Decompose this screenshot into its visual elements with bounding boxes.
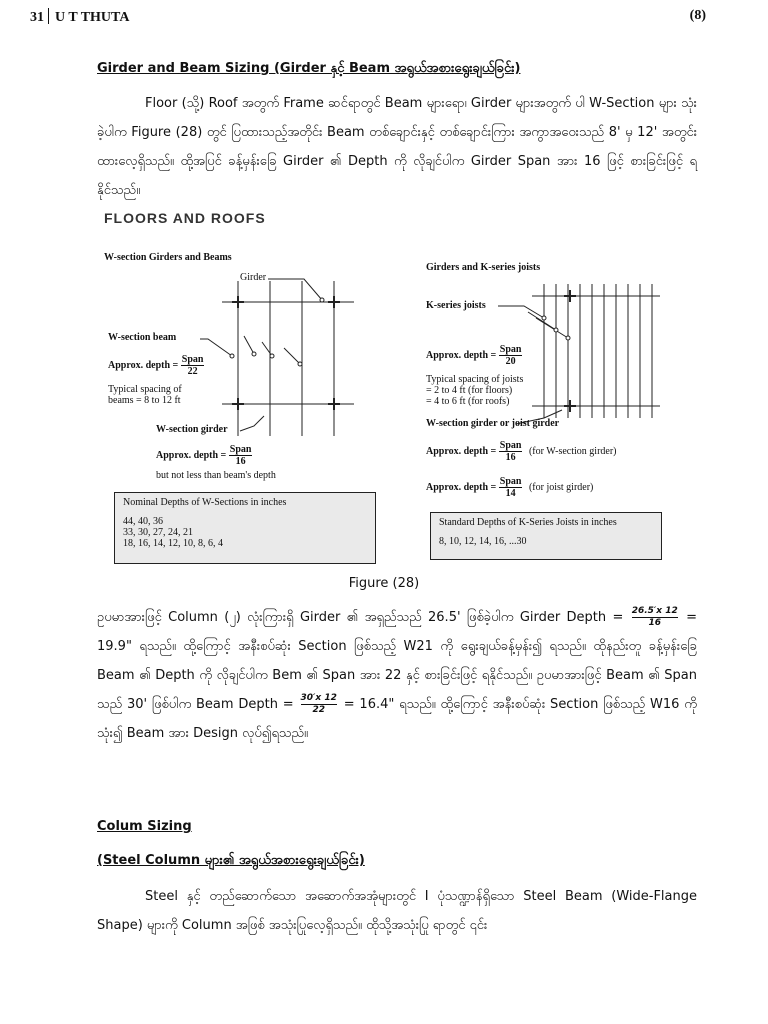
left-subtitle: W-section Girders and Beams	[104, 252, 232, 263]
girder-span-word: Span	[229, 444, 252, 455]
joist-approx-label: Approx. depth =	[426, 349, 497, 361]
beam-spacing-line2: beams = 8 to 12 ft	[108, 395, 181, 406]
jgirder-depth-formula	[426, 476, 593, 499]
beam-spacing-note	[108, 384, 182, 406]
beam-divisor: 22	[187, 366, 198, 377]
wgirder-span-word: Span	[499, 440, 522, 451]
section-number: (8)	[689, 8, 706, 23]
wgirder-approx-label: Approx. depth =	[426, 445, 497, 457]
w-section-beam-label: W-section beam	[108, 332, 177, 343]
girder-label: Girder	[240, 272, 267, 283]
beam-calc-num: 30′x 12	[300, 693, 337, 703]
joist-depth-fraction	[499, 344, 523, 367]
jgirder-note: (for joist girder)	[528, 481, 594, 493]
w-sections-box-title: Nominal Depths of W-Sections in inches	[123, 497, 287, 508]
figure-floors-and-roofs	[104, 206, 664, 576]
w-section-girder-label: W-section girder	[156, 424, 228, 435]
column-intro-text: Steel နှင့် တည်ဆောက်သော အဆောက်အအုံများတွင် I ပုံသဏ္ဍာန်ရှိသော Steel Beam (Wide-Flange Shape) များကို Column အဖြစ် အသုံးပြုလေ့ရှိသည်။ ထိုသို့အသုံးပြု ရာတွင် ၎င်း	[97, 889, 697, 933]
girder-depth-fraction	[229, 444, 253, 467]
figure-title: FLOORS AND ROOFS	[104, 210, 266, 226]
column-sizing-heading: Colum Sizing	[97, 819, 192, 834]
right-subtitle: Girders and K-series joists	[426, 262, 541, 273]
example-text-2: = 19.9" ရသည်။ ထို့ကြောင့် အနီးစပ်ဆုံး Section ဖြစ်သည့် W21 ကို ရွေးချယ်ခန့်မှန်း၍ ရသည်။ ထိုနည်းတူ ခန့်မှန်းခြေ Beam ၏ Depth ကို လိုချင်ပါက Bem ၏ Span အား 22 နှင့် စားခြင်းဖြင့် ရနိုင်သည်။ ဥပမာအားဖြင့် Beam ၏ Span သည် 30' ဖြစ်ပါက Beam Depth =	[97, 610, 698, 712]
jgirder-depth-fraction	[499, 476, 523, 499]
beam-depth-calc-fraction	[301, 693, 337, 716]
header-divider	[48, 8, 49, 24]
joist-spacing-note	[426, 374, 523, 407]
girder-depth-formula	[156, 444, 252, 467]
author-name: U T THUTA	[55, 10, 130, 25]
example-text-3: = 16.4" ရသည်။ ထို့ကြောင့် အနီးစပ်ဆုံး Section ဖြစ်သည့် W16 ကိုသုံး၍ Beam အား Design လုပ်၍ရသည်။	[97, 697, 697, 741]
beam-approx-label: Approx. depth =	[108, 359, 179, 371]
girder-depth-note: but not less than beam's depth	[156, 470, 276, 481]
joist-depth-formula	[426, 344, 522, 367]
joist-spacing-line2: = 2 to 4 ft (for floors)	[426, 385, 513, 396]
w-sections-box-values	[123, 516, 367, 549]
beam-calc-den: 22	[312, 705, 325, 715]
joist-spacing-line3: = 4 to 6 ft (for roofs)	[426, 396, 510, 407]
w-sections-depth-box	[114, 492, 376, 564]
figure-caption: Figure (28)	[348, 576, 420, 591]
k-series-box-title: Standard Depths of K-Series Joists in inches	[439, 517, 617, 528]
girder-intro-text: Floor (သို့) Roof အတွက် Frame ဆင်ရာတွင် Beam များရော၊ Girder များအတွက် ပါ W-Section များ သုံးခဲ့ပါက Figure (28) တွင် ပြထားသည့်အတိုင်း Beam တစ်ချောင်းနှင့် တစ်ချောင်းကြား အကွာအဝေးသည် 8' မှ 12' အတွင်း ထားလေ့ရှိသည်။ ထို့အပြင် ခန့်မှန်းခြေ Girder ၏ Depth ကို လိုချင်ပါက Girder Span အား 16 ဖြင့် စားခြင်းဖြင့် ရနိုင်သည်။	[97, 96, 697, 198]
joist-girder-label: W-section girder or joist girder	[426, 418, 560, 429]
beam-span-word: Span	[181, 354, 204, 365]
w-sections-line2: 33, 30, 27, 24, 21	[123, 527, 193, 538]
girder-approx-label: Approx. depth =	[156, 449, 227, 461]
example-text-1: ဥပမာအားဖြင့် Column (၂) လုံးကြားရှိ Girder ၏ အရှည်သည် 26.5' ဖြစ်ခဲ့ပါက Girder Depth =	[97, 610, 624, 625]
jgirder-approx-label: Approx. depth =	[426, 481, 497, 493]
beam-spacing-line1: Typical spacing of	[108, 384, 182, 395]
joist-spacing-line1: Typical spacing of joists	[426, 374, 524, 385]
w-sections-line3: 18, 16, 14, 12, 10, 8, 6, 4	[123, 538, 223, 549]
girder-divisor: 16	[235, 456, 246, 467]
page-number: 31	[30, 10, 44, 25]
k-series-box-values: 8, 10, 12, 14, 16, ...30	[439, 536, 527, 547]
joist-span-word: Span	[499, 344, 522, 355]
girder-calc-num: 26.5′x 12	[631, 606, 678, 616]
wgirder-depth-fraction	[499, 440, 523, 463]
jgirder-span-word: Span	[499, 476, 522, 487]
girder-beam-heading: Girder and Beam Sizing (Girder နှင့် Beam အရွယ်အစားရွေးချယ်ခြင်း)	[97, 61, 521, 76]
girder-intro-paragraph	[97, 89, 697, 205]
girder-calc-den: 16	[648, 618, 661, 628]
wgirder-depth-formula	[426, 440, 617, 463]
wgirder-divisor: 16	[505, 452, 516, 463]
girder-depth-calc-fraction	[632, 606, 678, 629]
wgirder-note: (for W-section girder)	[528, 445, 617, 457]
k-series-depth-box	[430, 512, 662, 560]
joist-divisor: 20	[505, 356, 516, 367]
beam-depth-formula	[108, 354, 204, 377]
steel-column-subheading: (Steel Column များ၏ အရွယ်အစားရွေးချယ်ခြင်း)	[97, 853, 365, 868]
jgirder-divisor: 14	[505, 488, 516, 499]
example-paragraph	[97, 603, 697, 748]
page-header-left	[30, 8, 129, 26]
column-intro-paragraph	[97, 882, 697, 940]
w-sections-line1: 44, 40, 36	[123, 516, 163, 527]
k-series-joists-label: K-series joists	[426, 300, 486, 311]
beam-depth-fraction	[181, 354, 205, 377]
